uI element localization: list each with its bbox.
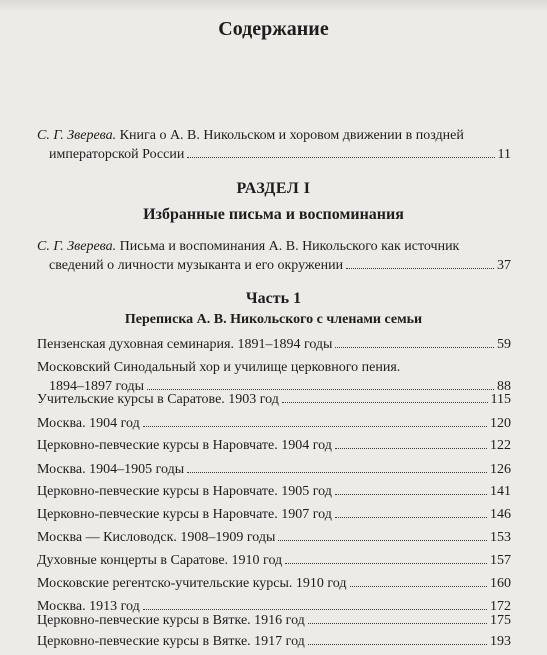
entry-page-number: 160 [490,576,511,591]
entry-title-line2: 1894–1897 годы [49,379,145,394]
entry-title: Пензенская духовная семинария. 1891–1894 годы [37,337,333,352]
entry-title: Церковно-певческие курсы в Наровчате. 1904 год [37,438,332,453]
entry-page-number: 172 [490,599,511,614]
leader-dots [335,347,494,348]
toc-entry [37,611,511,630]
toc-entry [37,505,511,524]
section-subheading: Избранные письма и воспоминания [143,206,404,223]
toc-entry [37,574,511,593]
toc-entry [37,482,511,501]
toc-entry [37,632,511,651]
toc-entry [37,390,511,409]
leader-dots [143,609,487,610]
entry-title: Церковно-певческие курсы в Вятке. 1916 год [37,613,305,628]
leader-dots [335,448,487,449]
entry-page-number: 120 [490,416,511,431]
toc-entry [37,414,511,433]
entry-author: С. Г. Зверева. [37,239,117,254]
entry-page-number: 193 [490,634,511,649]
entry-title: Москва. 1913 год [37,599,140,614]
entry-title: Москва — Кисловодск. 1908–1909 годы [37,530,276,545]
entry-title-line1: Московский Синодальный хор и училище церковного пения. [37,360,401,375]
entry-page-number: 88 [497,379,511,394]
entry-title: Московские регентско-учительские курсы. 1910 год [37,576,347,591]
entry-page-number: 59 [497,337,511,352]
leader-dots [187,472,487,473]
leader-dots [143,426,487,427]
leader-dots [346,268,494,269]
entry-page-number: 157 [490,553,511,568]
leader-dots [308,623,487,624]
entry-title: Церковно-певческие курсы в Наровчате. 1905 год [37,484,332,499]
toc-entry-intro [37,126,511,164]
toc-entry [37,528,511,547]
entry-title: Учительские курсы в Саратове. 1903 год [37,392,279,407]
entry-title: Духовные концерты в Саратове. 1910 год [37,553,283,568]
entry-title: Москва. 1904 год [37,416,140,431]
entry-page-number: 115 [490,392,511,407]
leader-dots [335,494,487,495]
entry-page-number: 175 [490,613,511,628]
entry-title-line2: императорской России [49,147,185,162]
entry-page-number: 126 [490,462,511,477]
entry-page-number: 141 [490,484,511,499]
entry-title: Церковно-певческие курсы в Наровчате. 1907 год [37,507,332,522]
entry-author: С. Г. Зверева. [37,128,117,143]
leader-dots [335,517,487,518]
entry-page-number: 11 [497,147,511,162]
entry-page-number: 122 [490,438,511,453]
leader-dots [308,644,487,645]
leader-dots [350,586,487,587]
entry-title-line1: Письма и воспоминания А. В. Никольского как источник [119,239,460,254]
toc-entry [37,551,511,570]
entry-title: Москва. 1904–1905 годы [37,462,185,477]
top-bleed [0,0,547,12]
entry-page-number: 146 [490,507,511,522]
leader-dots [278,540,487,541]
entry-page-number: 153 [490,530,511,545]
entry-title-line1: Книга о А. В. Никольском и хоровом движении в поздней [119,128,464,143]
section-heading: РАЗДЕЛ I [236,180,311,197]
part-heading: Часть 1 [245,290,302,307]
toc-entry-essay [37,237,511,275]
toc-entry [37,335,511,354]
leader-dots [285,563,487,564]
leader-dots [187,157,494,158]
entry-page-number: 37 [497,258,511,273]
entry-title-line2: сведений о личности музыканта и его окружении [49,258,344,273]
leader-dots [282,402,488,403]
toc-entry [37,460,511,479]
part-subheading: Переписка А. В. Никольского с членами семьи [124,312,423,327]
page-title: Содержание [218,18,329,40]
entry-title: Церковно-певческие курсы в Вятке. 1917 год [37,634,305,649]
toc-entry [37,436,511,455]
